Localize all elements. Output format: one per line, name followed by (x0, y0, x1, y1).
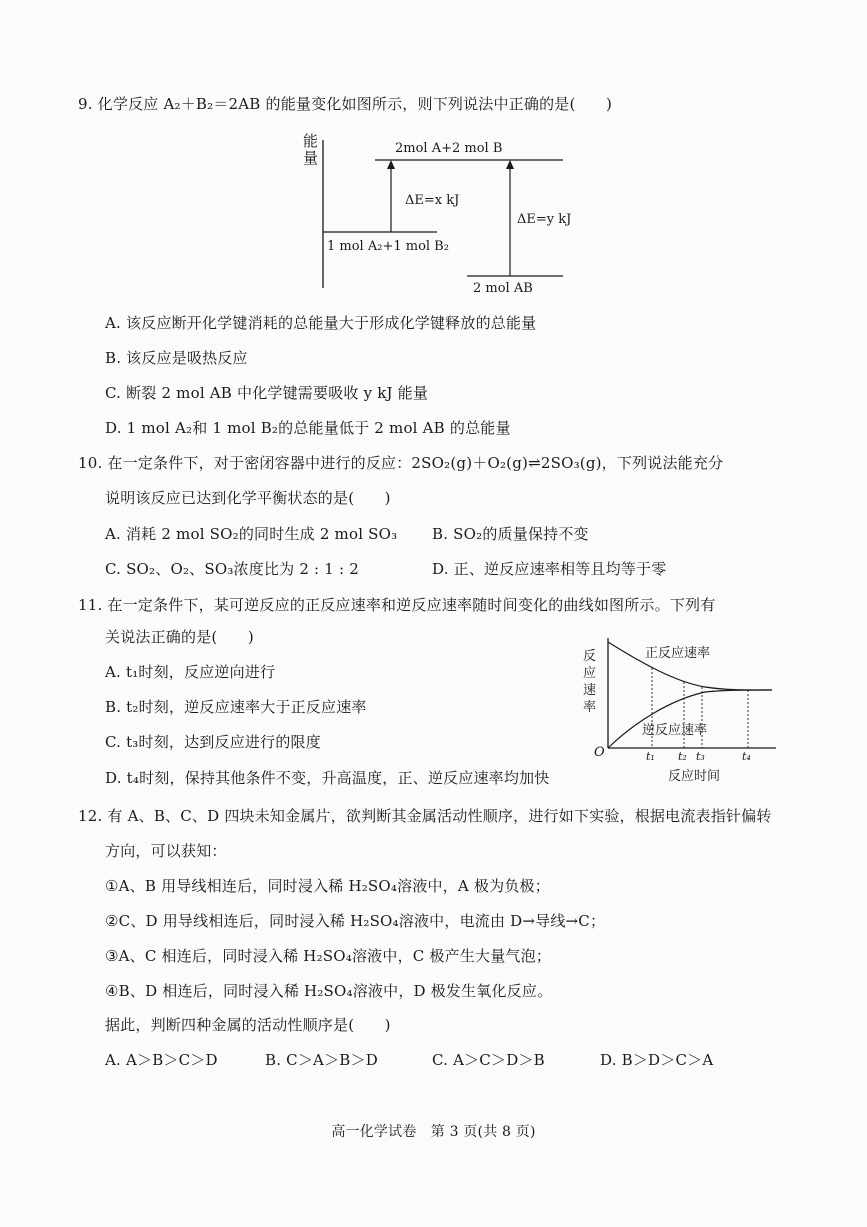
q11-stem-line1: 11. 在一定条件下，某可逆反应的正反应速率和逆反应速率随时间变化的曲线如图所示。下列有 (78, 596, 716, 614)
q11-option-c: C. t₃时刻，达到反应进行的限度 (105, 733, 321, 751)
q12-item-1: ①A、B 用导线相连后，同时浸入稀 H₂SO₄溶液中，A 极为负极； (105, 877, 550, 895)
rate-label-3: 速 (583, 683, 597, 698)
q12-option-b: B. C＞A＞B＞D (265, 1051, 378, 1069)
tick-t3: t₃ (696, 750, 705, 763)
q9-stem: 9. 化学反应 A₂＋B₂＝2AB 的能量变化如图所示，则下列说法中正确的是( ) (78, 95, 613, 113)
tick-t1: t₁ (646, 750, 655, 763)
rate-label-4: 率 (583, 700, 597, 715)
q12-option-c: C. A＞C＞D＞B (432, 1051, 545, 1069)
bottom-level-label: 2 mol AB (473, 281, 533, 296)
energy-axis-label-1: 能 (303, 132, 319, 150)
q9-option-d: D. 1 mol A₂和 1 mol B₂的总能量低于 2 mol AB 的总能量 (105, 419, 511, 437)
reverse-rate-curve (608, 690, 772, 748)
q10-option-a: A. 消耗 2 mol SO₂的同时生成 2 mol SO₃ (105, 525, 398, 543)
q12-item-2: ②C、D 用导线相连后，同时浸入稀 H₂SO₄溶液中，电流由 D→导线→C； (105, 912, 606, 930)
q11-option-a: A. t₁时刻，反应逆向进行 (105, 663, 276, 681)
q11-option-d: D. t₄时刻，保持其他条件不变，升高温度，正、逆反应速率均加快 (105, 769, 550, 787)
mid-level-label: 1 mol A₂+1 mol B₂ (327, 239, 449, 254)
energy-axis-label-2: 量 (303, 149, 319, 167)
origin-label: O (594, 745, 605, 760)
q12-item-3: ③A、C 相连后，同时浸入稀 H₂SO₄溶液中，C 极产生大量气泡； (105, 947, 552, 965)
q10-option-d: D. 正、逆反应速率相等且均等于零 (432, 560, 667, 578)
q11-option-b: B. t₂时刻，逆反应速率大于正反应速率 (105, 698, 367, 716)
time-axis-label: 反应时间 (668, 769, 721, 784)
q12-stem-line1: 12. 有 A、B、C、D 四块未知金属片，欲判断其金属活动性顺序，进行如下实验，根据电流表指针偏转 (78, 807, 772, 825)
rate-label-2: 应 (583, 666, 597, 681)
q9-option-c: C. 断裂 2 mol AB 中化学键需要吸收 y kJ 能量 (105, 384, 429, 402)
q10-stem-line2: 说明该反应已达到化学平衡状态的是( ) (105, 489, 391, 507)
tick-t2: t₂ (678, 750, 687, 763)
q9-energy-diagram (295, 128, 585, 307)
delta-y-label: ΔE=y kJ (517, 212, 572, 227)
reverse-rate-label: 逆反应速率 (642, 723, 708, 738)
rate-label-1: 反 (583, 649, 597, 664)
q10-option-b: B. SO₂的质量保持不变 (432, 525, 589, 543)
q12-stem-line2: 方向，可以获知： (105, 842, 227, 860)
q10-option-c: C. SO₂、O₂、SO₃浓度比为 2 : 1 : 2 (105, 560, 359, 578)
q12-option-a: A. A＞B＞C＞D (105, 1051, 218, 1069)
top-level-label: 2mol A+2 mol B (395, 141, 503, 156)
q12-item-4: ④B、D 相连后，同时浸入稀 H₂SO₄溶液中，D 极发生氧化反应。 (105, 982, 553, 1000)
q9-option-a: A. 该反应断开化学键消耗的总能量大于形成化学键释放的总能量 (105, 314, 537, 332)
forward-rate-label: 正反应速率 (645, 646, 711, 661)
delta-x-label: ΔE=x kJ (405, 193, 460, 208)
q9-option-b: B. 该反应是吸热反应 (105, 349, 248, 367)
q12-option-d: D. B＞D＞C＞A (600, 1051, 714, 1069)
page-footer: 高一化学试卷 第 3 页(共 8 页) (331, 1124, 536, 1140)
q11-stem-line2: 关说法正确的是( ) (105, 628, 254, 646)
q10-stem-line1: 10. 在一定条件下，对于密闭容器中进行的反应：2SO₂(g)＋O₂(g)⇌2SO₃(g)，下列说法能充分 (78, 454, 724, 472)
q12-conclusion: 据此，判断四种金属的活动性顺序是( ) (105, 1016, 391, 1034)
tick-t4: t₄ (742, 750, 751, 763)
q11-rate-time-graph (580, 630, 780, 789)
